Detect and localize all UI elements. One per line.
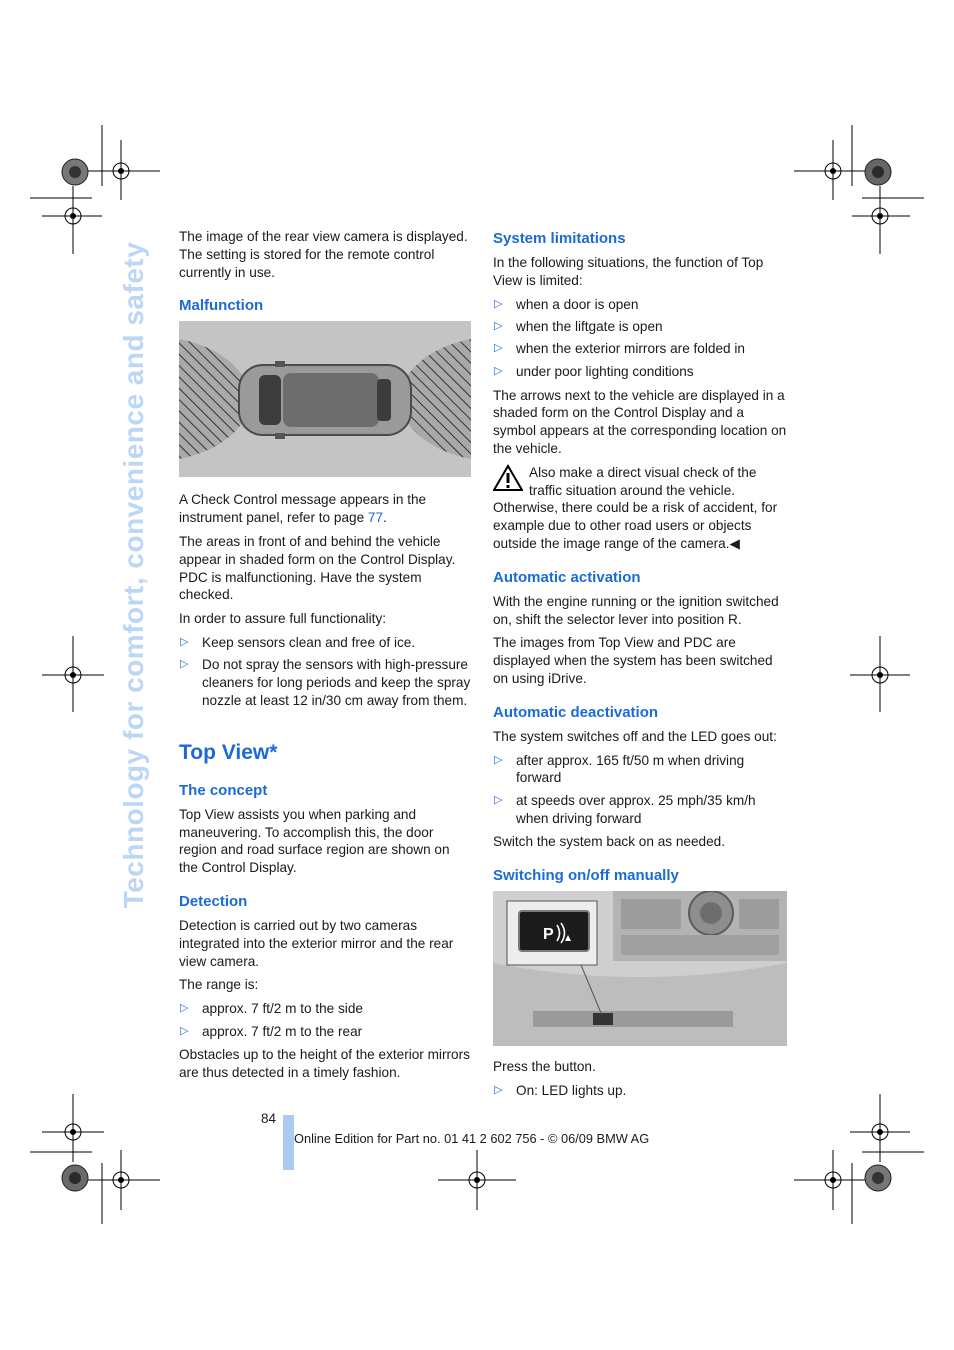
page-number: 84	[261, 1111, 277, 1126]
range-list	[179, 1000, 471, 1040]
auto-deactivation-list	[493, 752, 787, 828]
list-item	[493, 792, 787, 828]
limitations-intro: In the following situations, the function of Top View is limited:	[493, 255, 764, 288]
bullet-arrow-icon: ▷	[494, 364, 503, 377]
auto-deactivation-heading: Automatic deactivation	[493, 703, 659, 721]
bullet-arrow-icon: ▷	[494, 319, 503, 332]
check-control-text	[179, 491, 471, 527]
warning-triangle-icon	[493, 464, 523, 492]
list-item-text: under poor lighting conditions	[516, 363, 694, 379]
detection-text: Detection is carried out by two cameras integrated into the exterior mirror and the rear view camera.	[179, 917, 454, 969]
switch-back-text: Switch the system back on as needed.	[493, 834, 725, 850]
auto-activation-text-1: With the engine running or the ignition switched on, shift the selector lever into position R.	[493, 593, 779, 627]
warning-text: Also make a direct visual check of the traffic situation around the vehicle. Otherwise, there could be a risk of accident, for example due to other road users or objects outside the image range of the camera.	[493, 464, 778, 551]
list-item-text: On: LED lights up.	[516, 1082, 627, 1098]
list-item-text: Do not spray the sensors with high-pressure cleaners for long periods and keep the spray nozzle at least 12 in/30 cm away from them.	[202, 657, 471, 708]
bullet-arrow-icon: ▷	[494, 297, 503, 310]
check-control-text-b: .	[383, 510, 387, 526]
auto-deactivation-intro: The system switches off and the LED goes out:	[493, 728, 777, 744]
list-item	[493, 318, 787, 336]
list-item-text: approx. 7 ft/2 m to the side	[202, 1001, 363, 1017]
list-item	[493, 363, 787, 381]
concept-text: Top View assists you when parking and maneuvering. To accomplish this, the door region and road surface region are shown on the Control Display.	[179, 806, 450, 876]
bullet-arrow-icon: ▷	[494, 1083, 503, 1096]
bullet-arrow-icon: ▷	[180, 1024, 189, 1037]
list-item	[493, 752, 787, 788]
center-console-photo	[493, 891, 787, 1046]
top-view-heading: Top View*	[179, 740, 278, 764]
bullet-arrow-icon: ▷	[180, 658, 189, 671]
shaded-areas-text: The areas in front of and behind the vehicle appear in shaded form on the Control Display. PDC is malfunctioning. Have the system checked.	[179, 533, 456, 603]
intro-text: The image of the rear view camera is displayed. The setting is stored for the remote control currently in use.	[179, 229, 468, 280]
side-chapter-title	[114, 230, 154, 920]
list-item	[493, 340, 787, 358]
auto-activation-text-2: The images from Top View and PDC are displayed when the system has been switched on using iDrive.	[493, 635, 773, 686]
obstacles-text: Obstacles up to the height of the exterior mirrors are thus detected in a timely fashion.	[179, 1047, 470, 1081]
left-column	[179, 228, 471, 1088]
list-item-text: Keep sensors clean and free of ice.	[202, 634, 416, 650]
list-item	[493, 1082, 787, 1100]
end-mark-icon: ◀	[729, 535, 740, 551]
bullet-arrow-icon: ▷	[494, 793, 503, 806]
check-control-text-a: A Check Control message appears in the instrument panel, refer to page	[179, 492, 427, 526]
functionality-list	[179, 634, 471, 710]
malfunction-heading: Malfunction	[179, 297, 264, 315]
limitations-heading: System limitations	[493, 230, 626, 247]
bullet-arrow-icon: ▷	[494, 342, 503, 355]
footer-accent-bar	[283, 1115, 294, 1170]
functionality-text: In order to assure full functionality:	[179, 611, 387, 627]
list-item	[179, 634, 471, 652]
press-result-list	[493, 1082, 787, 1100]
page-reference-link[interactable]: 77	[367, 510, 384, 526]
right-column	[493, 228, 787, 1106]
limitations-list	[493, 296, 787, 381]
svg-text:P: P	[543, 926, 554, 944]
bullet-arrow-icon: ▷	[180, 1002, 189, 1015]
auto-activation-heading: Automatic activation	[493, 568, 641, 586]
list-item-text: after approx. 165 ft/50 m when driving forward	[516, 752, 745, 786]
detection-heading: Detection	[179, 892, 248, 910]
footer-edition-text: Online Edition for Part no. 01 41 2 602 756 - © 06/09 BMW AG	[294, 1131, 650, 1146]
bullet-arrow-icon: ▷	[180, 635, 189, 648]
range-text: The range is:	[179, 977, 259, 993]
top-view-display-illustration	[179, 321, 471, 477]
list-item	[179, 1000, 471, 1018]
warning-note	[493, 464, 787, 553]
list-item	[179, 1023, 471, 1041]
side-chapter-title-text: Technology for comfort, convenience and safety	[118, 241, 149, 909]
list-item	[493, 296, 787, 314]
list-item	[179, 656, 471, 709]
manual-switching-heading: Switching on/off manually	[493, 867, 679, 885]
concept-heading: The concept	[179, 781, 268, 799]
list-item-text: when the exterior mirrors are folded in	[516, 341, 745, 357]
arrows-text: The arrows next to the vehicle are displayed in a shaded form on the Control Display and a symbol appears at the corresponding location on the vehicle.	[493, 387, 787, 456]
list-item-text: at speeds over approx. 25 mph/35 km/h when driving forward	[516, 792, 756, 826]
press-button-text: Press the button.	[493, 1059, 596, 1075]
list-item-text: approx. 7 ft/2 m to the rear	[202, 1023, 363, 1039]
list-item-text: when the liftgate is open	[516, 318, 663, 334]
bullet-arrow-icon: ▷	[494, 753, 503, 766]
list-item-text: when a door is open	[516, 296, 639, 312]
